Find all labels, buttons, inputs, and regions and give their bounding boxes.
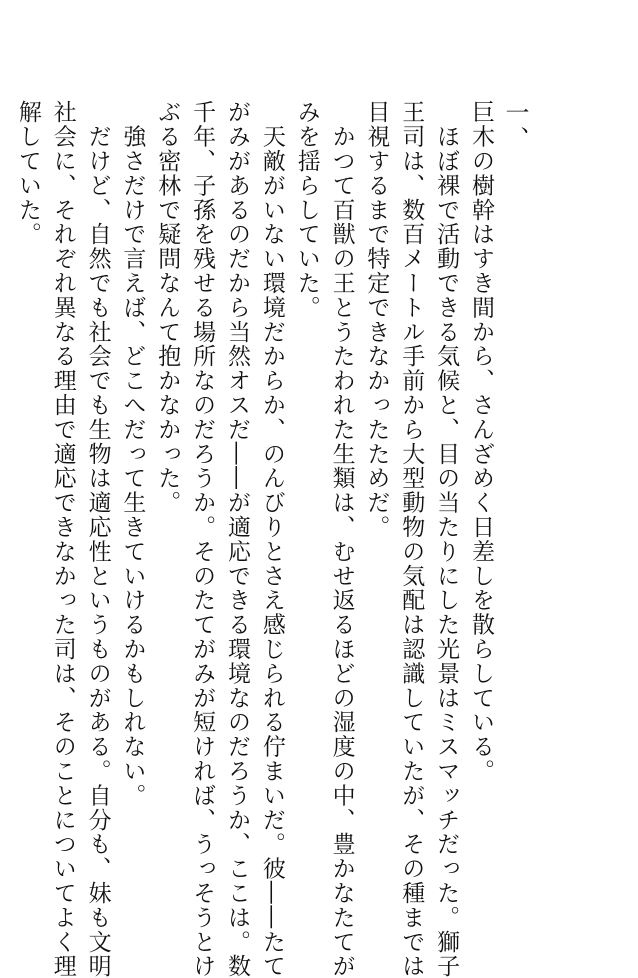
text-line-2: ほぼ裸で活動できる気候と、目の当たりにした光景はミスマッチだった。獅子 <box>433 100 460 978</box>
text-line-5: かつて百獣の王とうたわれた生類は、むせ返るほどの湿度の中、豊かなたてが <box>328 100 355 978</box>
text-line-6: みを揺らしていた。 <box>293 100 320 320</box>
text-line-1: 巨木の樹幹はすき間から、さんざめく日差しを散らしている。 <box>468 100 494 784</box>
text-line-14: 解していた。 <box>14 100 41 247</box>
text-line-10: ぶる密林で疑問なんて抱かなかった。 <box>154 100 181 515</box>
text-line-7: 天敵がいない環境だからか、のんびりとさえ感じられる佇まいだ。彼――たて <box>258 100 285 978</box>
text-line-9: 千年、子孫を残せる場所なのだろうか。そのたてがみが短ければ、うっそうとけ <box>189 100 216 978</box>
chapter-number: 一、 <box>501 100 529 152</box>
text-line-12: だけど、自然でも社会でも生物は適応性というものがある。自分も、妹も文明 <box>84 100 111 978</box>
text-line-3: 王司は、数百メートル手前から大型動物の気配は認識していたが、その種までは <box>398 100 425 978</box>
text-line-8: がみがあるのだから当然オスだ――が適応できる環境なのだろうか、ここは。数 <box>224 100 250 978</box>
text-line-13: 社会に、それぞれ異なる理由で適応できなかった司は、そのことについてよく理 <box>49 100 76 978</box>
text-line-11: 強さだけで言えば、どこへだって生きていけるかもしれない。 <box>119 100 146 808</box>
text-line-4: 目視するまで特定できなかったためだ。 <box>363 100 390 540</box>
